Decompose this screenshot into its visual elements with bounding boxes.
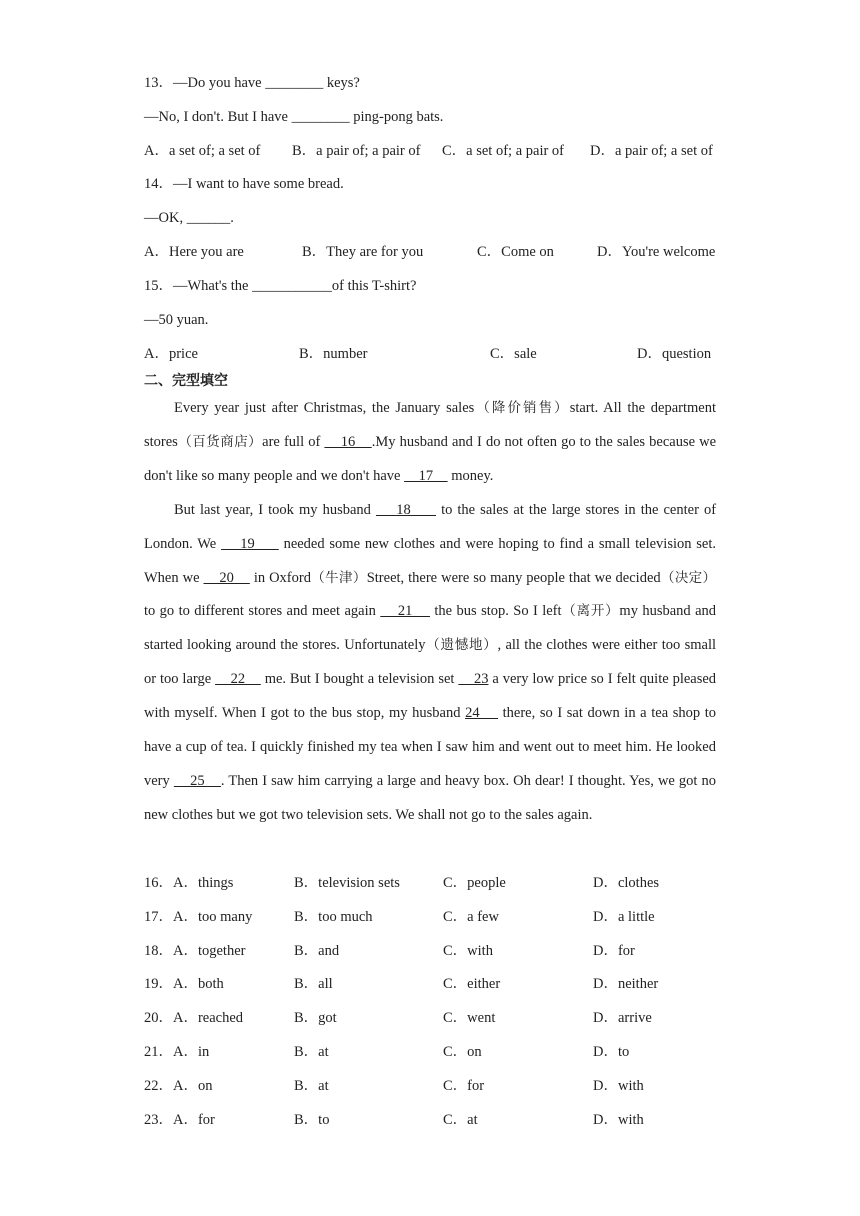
choice-row-18	[144, 941, 716, 961]
choice-d: D．neither	[593, 976, 659, 992]
choice-a: 21．A．in	[144, 1044, 210, 1060]
blank-20: 20	[203, 569, 250, 586]
choice-a: 19．A．both	[144, 976, 224, 992]
choice-b: B．all	[294, 976, 333, 992]
question-14-options	[144, 242, 716, 262]
choice-c: C．people	[443, 875, 506, 891]
question-13-reply: —No, I don't. But I have ________ ping-pong bats.	[144, 109, 444, 125]
question-13-options	[144, 141, 716, 161]
choice-row-19	[144, 974, 716, 994]
option-d: D．question	[637, 346, 712, 362]
option-b: B．They are for you	[302, 244, 424, 260]
choice-d: D．to	[593, 1044, 630, 1060]
option-c: C．a set of; a pair of	[442, 143, 565, 159]
choice-b: B．at	[294, 1078, 329, 1094]
question-15-stem: 15．—What's the ___________of this T-shirt?	[144, 278, 417, 294]
blank-18: 18	[375, 501, 436, 518]
choice-c: C．went	[443, 1010, 496, 1026]
question-14-reply: —OK, ______.	[144, 210, 234, 226]
passage-paragraph-2: But last year, I took my husband 18 to the sales at the large stores in the center of London. We 19 needed some new clothes and were hoping to find a small television set. When we 20 in Oxford（牛津）Street, there were so many people that we decided（决定）to go to different stores and meet again 21 the bus stop. So I left（离开）my husband and started looking around the stores. Unfortunately（遗憾地）, all the clothes were either too small or too large 22 me. But I bought a television set 23 a very low price so I felt quite pleased with myself. When I got to the bus stop, my husband 24 there, so I sat down in a tea shop to have a cup of tea. I quickly finished my tea when I saw him and went out to meet him. He looked very 25 . Then I saw him carrying a large and heavy box. Oh dear! I thought. Yes, we got no new clothes but we got two television sets. We shall not go to the sales again.	[144, 501, 717, 823]
blank-25: 25	[173, 772, 221, 789]
choice-b: B．to	[294, 1112, 330, 1128]
choice-c: C．on	[443, 1044, 482, 1060]
choice-row-16	[144, 873, 716, 893]
choice-b: B．and	[294, 943, 340, 959]
choice-c: C．with	[443, 943, 493, 959]
option-c: C．Come on	[477, 244, 554, 260]
blank-17: 17	[404, 467, 448, 484]
choice-d: D．a little	[593, 909, 655, 925]
choice-row-17	[144, 907, 716, 927]
passage-paragraph-1: Every year just after Christmas, the January sales（降价销售）start. All the department stores（百货商店）are full of 16 .My husband and I do not often go to the sales because we don't like so many people and we don't have 17 money.	[144, 400, 717, 484]
question-13-stem: 13．—Do you have ________ keys?	[144, 75, 360, 91]
blank-19: 19	[221, 535, 279, 552]
question-15-reply: —50 yuan.	[144, 312, 209, 328]
choice-a: 20．A．reached	[144, 1010, 244, 1026]
choice-a: 23．A．for	[144, 1112, 215, 1128]
choice-row-23	[144, 1110, 716, 1130]
choice-c: C．at	[443, 1112, 478, 1128]
section-title: 二、完型填空	[144, 373, 228, 389]
choice-d: D．with	[593, 1078, 644, 1094]
cloze-passage	[144, 392, 716, 833]
blank-22: 22	[215, 671, 261, 688]
option-b: B．a pair of; a pair of	[292, 143, 421, 159]
choice-a: 22．A．on	[144, 1078, 213, 1094]
question-15-options	[144, 344, 716, 364]
blank-16: 16	[324, 433, 372, 450]
choice-d: D．arrive	[593, 1010, 652, 1026]
choice-b: B．at	[294, 1044, 329, 1060]
blank-23: 23	[458, 671, 489, 688]
blank-24: 24	[465, 705, 498, 722]
option-b: B．number	[299, 346, 368, 362]
blank-21: 21	[380, 603, 430, 620]
option-d: D．You're welcome	[597, 244, 716, 260]
choice-a: 18．A．together	[144, 943, 246, 959]
choice-b: B．got	[294, 1010, 337, 1026]
choice-d: D．with	[593, 1112, 644, 1128]
choice-d: D．for	[593, 943, 635, 959]
choice-c: C．for	[443, 1078, 485, 1094]
question-14-stem: 14．—I want to have some bread.	[144, 176, 344, 192]
choice-row-20	[144, 1008, 716, 1028]
choice-row-22	[144, 1076, 716, 1096]
choice-a: 16．A．things	[144, 875, 234, 891]
option-d: D．a pair of; a set of	[590, 143, 713, 159]
option-a: A．price	[144, 346, 198, 362]
choice-c: C．a few	[443, 909, 499, 925]
choice-d: D．clothes	[593, 875, 660, 891]
option-a: A．Here you are	[144, 244, 244, 260]
option-a: A．a set of; a set of	[144, 143, 261, 159]
option-c: C．sale	[490, 346, 537, 362]
choice-b: B．too much	[294, 909, 373, 925]
choice-row-21	[144, 1042, 716, 1062]
choice-b: B．television sets	[294, 875, 400, 891]
choice-a: 17．A．too many	[144, 909, 253, 925]
choice-c: C．either	[443, 976, 501, 992]
